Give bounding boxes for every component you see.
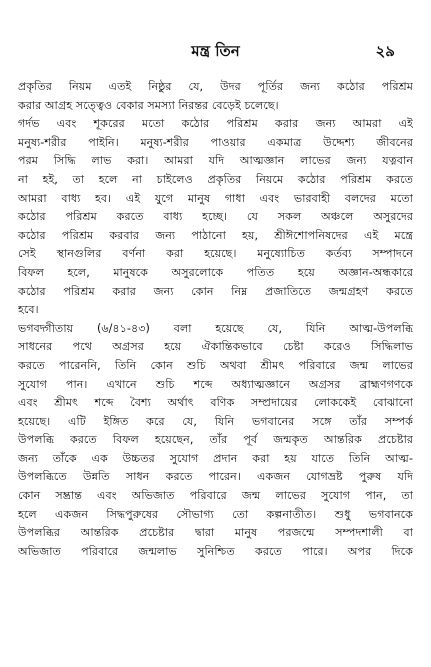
text-line: জন্য তাঁকে এক উচ্চতর সুযোগ প্রদান করা হয় যাতে তিনি আত্ম-	[18, 451, 413, 465]
text-line: সুযোগ পান। এখানে শুচি শব্দে অধ্যাত্মজ্ঞানে অগ্রসর ব্রাহ্মণগণকে	[18, 377, 413, 391]
text-line: হলে একজন সিদ্ধপুরুষের সৌভাগ্য তো কল্পনাতীত। শুধু ভগবানকে	[18, 507, 413, 521]
text-line: অভিজাত পরিবারে জন্মলাভ সুনিশ্চিত করতে পারে। অপর দিকে	[18, 544, 413, 558]
text-line: এবং শ্রীমৎ শব্দে বৈশ্য অর্থাৎ বণিক সম্প্রদায়ের লোককেই বোঝানো	[18, 396, 413, 410]
text-line: উপলব্ধিতে উন্নতি সাধন করতে পারেন। একজন যোগভ্রষ্ট পুরুষ যদি	[18, 470, 413, 484]
text-line: উপলব্ধি করতে বিফল হয়েছেন, তাঁর পূর্ব জন্মকৃত আন্তরিক প্রচেষ্টার	[18, 433, 413, 447]
text-line: পরম সিদ্ধি লাভ করা। আমরা যদি আত্মজ্ঞান লাভের জন্য যত্নবান	[18, 154, 413, 168]
text-line: না হই, তা হলে না চাইলেও প্রকৃতির নিয়মে কঠোর পরিশ্রম করতে	[18, 172, 413, 186]
text-line: কঠোর পরিশ্রম করতে বাধ্য হচ্ছে। যে সকল অঞ্চলে অসুরদের	[18, 210, 413, 224]
text-line: সেই স্থানগুলির বর্ণনা করা হয়েছে। মনুষ্যোচিত কর্তব্য সম্পাদনে	[18, 247, 413, 261]
text-line: হয়েছে। এটি ইঙ্গিত করে যে, যিনি ভগবানের সঙ্গে তাঁর সম্পর্ক	[18, 414, 413, 428]
text-line: মনুষ্য-শরীর পাইনি। মনুষ্য-শরীর পাওয়ার একমাত্র উদ্দেশ্য জীবনের	[18, 135, 413, 149]
text-line: গর্দভ এবং শূকরের মতো কঠোর পরিশ্রম করার জন্য আমরা এই	[18, 117, 413, 131]
text-line: কঠোর পরিশ্রম করার জন্য কোন নিম্ন প্রজাতিতে জন্মগ্রহণ করতে	[18, 284, 413, 298]
page-number: ২৯	[375, 42, 395, 60]
text-line: হবে।	[18, 303, 39, 317]
text-line: উপলব্ধির আন্তরিক প্রচেষ্টার দ্বারা মানুষ পরজন্মে সম্পদশালী বা	[18, 526, 413, 540]
text-line: কঠোর পরিশ্রম করবার জন্য পাঠানো হয়, শ্রীঈশোপনিষদের এই মন্ত্রে	[18, 228, 413, 242]
text-line: বিফল হলে, মানুষকে অসুরলোকে পতিত হয়ে অজ্ঞান-অন্ধকারে	[18, 265, 413, 279]
text-line: ভগবদ্গীতায় (৬/৪১-৪৩) বলা হয়েছে যে, যিনি আত্ম-উপলব্ধি	[18, 321, 413, 335]
text-line: করতে পারেননি, তিনি কোন শুচি অথবা শ্রীমৎ পরিবারে জন্ম লাভের	[18, 358, 413, 372]
page-body	[18, 78, 413, 561]
text-line: প্রকৃতির নিয়ম এতই নিষ্ঠুর যে, উদর পূর্তির জন্য কঠোর পরিশ্রম	[18, 80, 413, 93]
text-line: আমরা বাধ্য হব। এই যুগে মানুষ গাধা এবং ভারবাহী বলদের মতো	[18, 191, 413, 205]
text-line: সাধনের পথে অগ্রসর হয়ে ঐকান্তিকভাবে চেষ্টা করেও সিদ্ধিলাভ	[18, 340, 413, 354]
page-header	[0, 40, 431, 62]
chapter-title: মন্ত্র তিন	[191, 42, 240, 60]
text-line: করার আগ্রহ সত্ত্বেও বেকার সমস্যা নিরন্তর বেড়েই চলেছে।	[18, 98, 279, 112]
text-line: কোন সম্ভ্রান্ত এবং অভিজাত পরিবারে জন্ম লাভের সুযোগ পান, তা	[18, 489, 413, 503]
